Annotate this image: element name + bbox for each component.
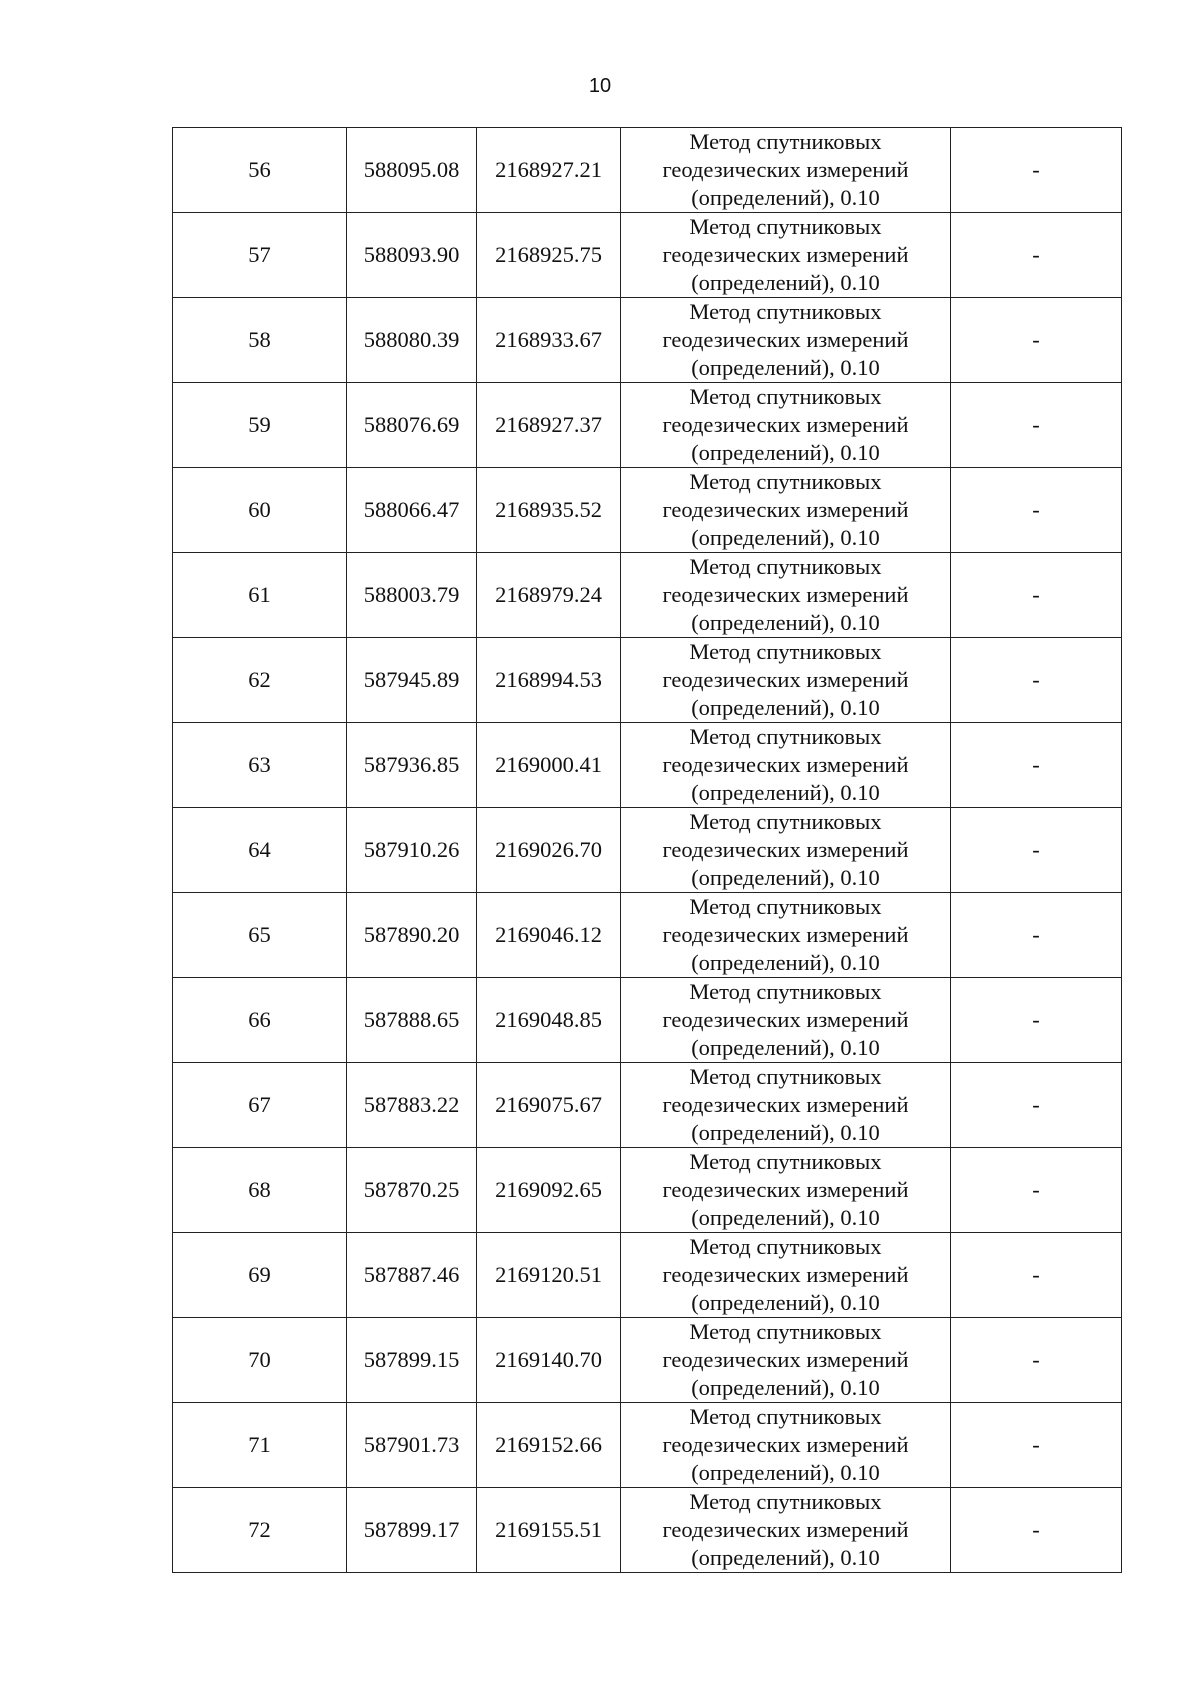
table-row xyxy=(173,298,1122,383)
point-number-cell: 57 xyxy=(173,213,347,298)
table-row xyxy=(173,893,1122,978)
method-cell xyxy=(621,893,951,978)
description-cell: - xyxy=(951,213,1122,298)
method-text-line: геодезических измерений xyxy=(662,1432,909,1457)
x-coordinate-cell: 588076.69 xyxy=(347,383,477,468)
table-row xyxy=(173,553,1122,638)
method-text-line: геодезических измерений xyxy=(662,922,909,947)
x-coordinate-cell: 587890.20 xyxy=(347,893,477,978)
point-number-cell: 62 xyxy=(173,638,347,723)
description-cell: - xyxy=(951,1148,1122,1233)
method-text-line: (определений), 0.10 xyxy=(691,270,880,295)
method-text-line: Метод спутниковых xyxy=(689,554,882,579)
point-number-cell: 56 xyxy=(173,128,347,213)
y-coordinate-cell: 2168994.53 xyxy=(477,638,621,723)
x-coordinate-cell: 587899.15 xyxy=(347,1318,477,1403)
y-coordinate-cell: 2169152.66 xyxy=(477,1403,621,1488)
description-cell: - xyxy=(951,638,1122,723)
method-cell xyxy=(621,1403,951,1488)
y-coordinate-cell: 2168933.67 xyxy=(477,298,621,383)
y-coordinate-cell: 2169026.70 xyxy=(477,808,621,893)
method-text-line: Метод спутниковых xyxy=(689,1064,882,1089)
table-row xyxy=(173,723,1122,808)
method-text-line: Метод спутниковых xyxy=(689,1149,882,1174)
y-coordinate-cell: 2168979.24 xyxy=(477,553,621,638)
x-coordinate-cell: 588093.90 xyxy=(347,213,477,298)
description-cell: - xyxy=(951,808,1122,893)
y-coordinate-cell: 2168927.37 xyxy=(477,383,621,468)
method-cell xyxy=(621,1148,951,1233)
description-cell: - xyxy=(951,1318,1122,1403)
x-coordinate-cell: 587887.46 xyxy=(347,1233,477,1318)
description-cell: - xyxy=(951,298,1122,383)
method-text-line: (определений), 0.10 xyxy=(691,610,880,635)
method-text-line: геодезических измерений xyxy=(662,242,909,267)
method-text-line: геодезических измерений xyxy=(662,497,909,522)
x-coordinate-cell: 587901.73 xyxy=(347,1403,477,1488)
method-text-line: (определений), 0.10 xyxy=(691,1460,880,1485)
point-number-cell: 70 xyxy=(173,1318,347,1403)
method-cell xyxy=(621,978,951,1063)
table-row xyxy=(173,1488,1122,1573)
description-cell: - xyxy=(951,553,1122,638)
method-text-line: (определений), 0.10 xyxy=(691,1545,880,1570)
method-cell xyxy=(621,1488,951,1573)
method-text-line: Метод спутниковых xyxy=(689,724,882,749)
coordinates-table xyxy=(172,127,1122,1573)
method-text-line: геодезических измерений xyxy=(662,837,909,862)
description-cell: - xyxy=(951,1403,1122,1488)
point-number-cell: 71 xyxy=(173,1403,347,1488)
table-row xyxy=(173,638,1122,723)
y-coordinate-cell: 2169155.51 xyxy=(477,1488,621,1573)
table-row xyxy=(173,808,1122,893)
point-number-cell: 69 xyxy=(173,1233,347,1318)
method-text-line: геодезических измерений xyxy=(662,667,909,692)
method-text-line: (определений), 0.10 xyxy=(691,1290,880,1315)
method-text-line: (определений), 0.10 xyxy=(691,355,880,380)
method-cell xyxy=(621,553,951,638)
method-cell xyxy=(621,1063,951,1148)
method-cell xyxy=(621,638,951,723)
description-cell: - xyxy=(951,723,1122,808)
method-text-line: (определений), 0.10 xyxy=(691,780,880,805)
x-coordinate-cell: 588066.47 xyxy=(347,468,477,553)
description-cell: - xyxy=(951,978,1122,1063)
y-coordinate-cell: 2169140.70 xyxy=(477,1318,621,1403)
table-row xyxy=(173,1233,1122,1318)
method-text-line: геодезических измерений xyxy=(662,1262,909,1287)
method-text-line: геодезических измерений xyxy=(662,1092,909,1117)
description-cell: - xyxy=(951,1233,1122,1318)
y-coordinate-cell: 2169075.67 xyxy=(477,1063,621,1148)
table-row xyxy=(173,213,1122,298)
point-number-cell: 67 xyxy=(173,1063,347,1148)
x-coordinate-cell: 588080.39 xyxy=(347,298,477,383)
table-row xyxy=(173,978,1122,1063)
table-row xyxy=(173,128,1122,213)
x-coordinate-cell: 587936.85 xyxy=(347,723,477,808)
method-text-line: Метод спутниковых xyxy=(689,639,882,664)
method-text-line: геодезических измерений xyxy=(662,412,909,437)
point-number-cell: 65 xyxy=(173,893,347,978)
x-coordinate-cell: 587888.65 xyxy=(347,978,477,1063)
point-number-cell: 61 xyxy=(173,553,347,638)
point-number-cell: 68 xyxy=(173,1148,347,1233)
method-cell xyxy=(621,468,951,553)
method-cell xyxy=(621,298,951,383)
x-coordinate-cell: 587899.17 xyxy=(347,1488,477,1573)
table-row xyxy=(173,468,1122,553)
point-number-cell: 59 xyxy=(173,383,347,468)
method-text-line: (определений), 0.10 xyxy=(691,1035,880,1060)
method-text-line: (определений), 0.10 xyxy=(691,1120,880,1145)
description-cell: - xyxy=(951,893,1122,978)
method-cell xyxy=(621,383,951,468)
method-text-line: Метод спутниковых xyxy=(689,894,882,919)
point-number-cell: 64 xyxy=(173,808,347,893)
method-text-line: Метод спутниковых xyxy=(689,1319,882,1344)
method-text-line: геодезических измерений xyxy=(662,1177,909,1202)
method-text-line: (определений), 0.10 xyxy=(691,185,880,210)
point-number-cell: 60 xyxy=(173,468,347,553)
x-coordinate-cell: 588095.08 xyxy=(347,128,477,213)
method-text-line: Метод спутниковых xyxy=(689,129,882,154)
method-text-line: Метод спутниковых xyxy=(689,214,882,239)
method-text-line: (определений), 0.10 xyxy=(691,950,880,975)
method-cell xyxy=(621,723,951,808)
method-text-line: геодезических измерений xyxy=(662,1007,909,1032)
method-text-line: Метод спутниковых xyxy=(689,979,882,1004)
method-text-line: Метод спутниковых xyxy=(689,384,882,409)
method-text-line: Метод спутниковых xyxy=(689,809,882,834)
method-text-line: (определений), 0.10 xyxy=(691,440,880,465)
method-text-line: геодезических измерений xyxy=(662,582,909,607)
method-text-line: Метод спутниковых xyxy=(689,1489,882,1514)
method-cell xyxy=(621,808,951,893)
y-coordinate-cell: 2169120.51 xyxy=(477,1233,621,1318)
x-coordinate-cell: 587870.25 xyxy=(347,1148,477,1233)
method-text-line: (определений), 0.10 xyxy=(691,525,880,550)
method-text-line: геодезических измерений xyxy=(662,1517,909,1542)
y-coordinate-cell: 2169046.12 xyxy=(477,893,621,978)
description-cell: - xyxy=(951,383,1122,468)
point-number-cell: 58 xyxy=(173,298,347,383)
table-row xyxy=(173,1148,1122,1233)
description-cell: - xyxy=(951,468,1122,553)
table-row xyxy=(173,1318,1122,1403)
y-coordinate-cell: 2168925.75 xyxy=(477,213,621,298)
table-row xyxy=(173,383,1122,468)
y-coordinate-cell: 2168927.21 xyxy=(477,128,621,213)
method-text-line: Метод спутниковых xyxy=(689,469,882,494)
method-text-line: геодезических измерений xyxy=(662,752,909,777)
table-row xyxy=(173,1063,1122,1148)
method-cell xyxy=(621,1233,951,1318)
point-number-cell: 66 xyxy=(173,978,347,1063)
x-coordinate-cell: 587883.22 xyxy=(347,1063,477,1148)
table-body xyxy=(173,128,1122,1573)
description-cell: - xyxy=(951,128,1122,213)
method-text-line: (определений), 0.10 xyxy=(691,865,880,890)
method-text-line: Метод спутниковых xyxy=(689,1404,882,1429)
table-row xyxy=(173,1403,1122,1488)
description-cell: - xyxy=(951,1488,1122,1573)
x-coordinate-cell: 587910.26 xyxy=(347,808,477,893)
method-text-line: Метод спутниковых xyxy=(689,1234,882,1259)
method-text-line: (определений), 0.10 xyxy=(691,695,880,720)
method-text-line: (определений), 0.10 xyxy=(691,1375,880,1400)
method-text-line: геодезических измерений xyxy=(662,327,909,352)
method-text-line: (определений), 0.10 xyxy=(691,1205,880,1230)
y-coordinate-cell: 2169000.41 xyxy=(477,723,621,808)
method-text-line: Метод спутниковых xyxy=(689,299,882,324)
method-cell xyxy=(621,128,951,213)
method-cell xyxy=(621,1318,951,1403)
point-number-cell: 63 xyxy=(173,723,347,808)
y-coordinate-cell: 2169048.85 xyxy=(477,978,621,1063)
y-coordinate-cell: 2169092.65 xyxy=(477,1148,621,1233)
y-coordinate-cell: 2168935.52 xyxy=(477,468,621,553)
point-number-cell: 72 xyxy=(173,1488,347,1573)
method-text-line: геодезических измерений xyxy=(662,157,909,182)
method-text-line: геодезических измерений xyxy=(662,1347,909,1372)
page-number: 10 xyxy=(588,75,612,97)
method-cell xyxy=(621,213,951,298)
x-coordinate-cell: 587945.89 xyxy=(347,638,477,723)
description-cell: - xyxy=(951,1063,1122,1148)
x-coordinate-cell: 588003.79 xyxy=(347,553,477,638)
